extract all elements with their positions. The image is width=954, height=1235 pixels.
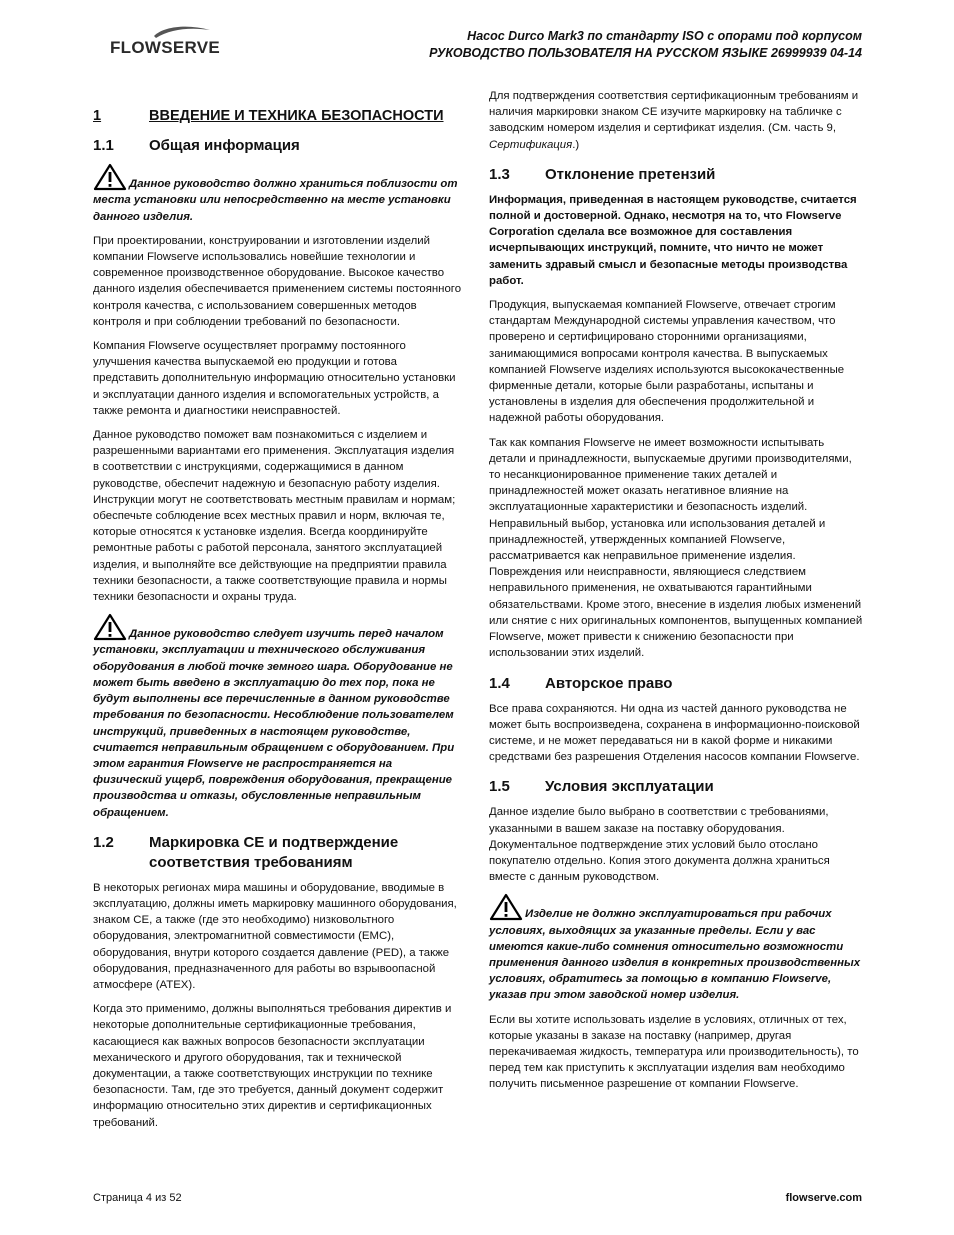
header-line-1: Насос Durco Mark3 по стандарту ISO с опорами под корпусом	[467, 29, 862, 43]
paragraph: Так как компания Flowserve не имеет возможности испытывать детали и принадлежности, выпускаемые другими производителями, то несанкционированное применение таких деталей и принадлежностей может оказать негативное влияние на эксплуатационные характеристики и безопасность изделий. Неправильный выбор, установка или использования деталей и принадлежностей, утвержденных компанией Flowserve, рассматривается как неправильное применение изделия. Повреждения или неисправности, являющиеся следствием неправильного применения, не охватываются гарантийными обязательствами. Кроме этого, внесение в изделия любых изменений или снятие с них оригинальных компонентов, выпущенных компанией Flowserve, может привести к снижению безопасности при использовании этих изделий.	[489, 436, 863, 660]
section-title: Общая информация	[149, 137, 300, 155]
warning-triangle-icon	[489, 893, 523, 921]
section-number: 1.5	[489, 778, 510, 796]
left-column	[93, 90, 463, 1139]
section-number: 1.3	[489, 165, 510, 183]
right-column	[489, 88, 863, 1101]
paragraph: Когда это применимо, должны выполняться требования директив и некоторые дополнительные сертификационные требования, касающиеся как важных вопросов безопасности эксплуатации механического и другого оборудования, так и технической документации, а также соответствующих инструкции по технике безопасности. Там, где это требуется, данный документ содержит информацию относительно этих директив и сертификационных требований.	[93, 1003, 452, 1129]
section-title: Условия эксплуатации	[545, 778, 714, 796]
page-number: Страница 4 из 52	[93, 1192, 182, 1204]
warning-triangle-icon	[93, 613, 127, 641]
paragraph-end: .)	[572, 138, 580, 151]
logo-text: FLOWSERVE	[110, 38, 221, 57]
warning-note	[489, 893, 863, 1003]
paragraph-text: Для подтверждения соответствия сертификационным требованиям и наличия маркировки знаком CE изучите маркировку на табличке с заводским номером изделия и сертификат изделия. (См. часть 9,	[489, 90, 859, 135]
paragraph	[489, 88, 863, 153]
header-line-2: РУКОВОДСТВО ПОЛЬЗОВАТЕЛЯ НА РУССКОМ ЯЗЫКЕ 26999939 04-14	[429, 46, 862, 60]
section-title: ВВЕДЕНИЕ И ТЕХНИКА БЕЗОПАСНОСТИ	[149, 108, 444, 124]
section-number: 1.2	[93, 833, 114, 851]
section-number: 1.1	[93, 137, 114, 155]
paragraph: В некоторых регионах мира машины и оборудование, вводимые в эксплуатацию, должны иметь маркировку машинного оборудования, знаком CE, а также (где это необходимо) низковольтного оборудования, электромагнитной совместимости (EMC), оборудования, внутри которого создается давление (PED), а также оборудования, предназначенного для работы во взрывоопасной атмосфере (ATEX).	[93, 881, 457, 991]
paragraph-italic: Сертификация	[489, 138, 573, 151]
paragraph: Если вы хотите использовать изделие в условиях, отличных от тех, которые указаны в заказе на поставку (например, другая перекачиваемая жидкость, температура или производительность), то перед тем как приступить к эксплуатации изделия вам необходимо получить письменное разрешение от компании Flowserve.	[489, 1013, 859, 1091]
paragraph: При проектировании, конструировании и изготовлении изделий компании Flowserve использовались новейшие технологии и современное производственное оборудование. Высокое качество данного изделия обеспечивается применением системы постоянного контроля качества, с использованием совершенных методов контроля и при соблюдении требований по безопасности.	[93, 234, 462, 328]
section-title: Отклонение претензий	[545, 165, 716, 183]
section-title: Маркировка CE и подтверждение соответствия требованиям	[149, 833, 399, 871]
section-number: 1	[93, 108, 102, 124]
warning-note	[93, 163, 463, 225]
section-1-1-heading	[93, 136, 463, 156]
warning-text: Данное руководство следует изучить перед началом установки, эксплуатации и технического обслуживания оборудования в любой точке земного шара. Оборудование не может быть введено в эксплуатацию до тех пор, пока не будут выполнены все перечисленные в данном руководстве требования по безопасности. Несоблюдение пользователем инструкций, приведенных в настоящем руководстве, считается неправильным обращением с оборудованием. При этом гарантия Flowserve не распространяется на физический ущерб, повреждения оборудования, прекращение производства и отказы, обусловленные неправильным обращением.	[93, 628, 455, 819]
section-1-3-heading	[489, 165, 863, 185]
warning-note	[93, 613, 463, 820]
section-1-heading	[93, 108, 463, 124]
paragraph: Все права сохраняются. Ни одна из частей данного руководства не может быть воспроизведена, сохранена в информационно-поисковой системе, и не может передаваться ни в какой форме и никакими средствами без разрешения Отделения насосов компании Flowserve.	[489, 702, 860, 764]
paragraph: Данное изделие было выбрано в соответствии с требованиями, указанными в вашем заказе на поставку оборудования. Документальное подтверждение этих условий было отослано покупателю отдельно. Копия этого документа должна храниться вместе с данным руководством.	[489, 806, 830, 884]
section-number: 1.4	[489, 674, 510, 692]
section-1-2-heading	[93, 833, 463, 873]
warning-text: Изделие не должно эксплуатироваться при рабочих условиях, выходящих за указанные пределы. Если у вас имеются какие-либо сомнения относительно возможности применения данного изделия в конкретных производственных условиях, обратитесь за помощью в компанию Flowserve, указав при этом заводской номер изделия.	[489, 908, 861, 1002]
paragraph: Компания Flowserve осуществляет программу постоянного улучшения качества выпускаемой ею продукции и готова представить дополнительную информацию относительно установки и эксплуатации данного изделия и вспомогательных устройств, а также ремонта и диагностики неисправностей.	[93, 340, 456, 417]
section-1-5-heading	[489, 777, 863, 797]
paragraph: Данное руководство поможет вам познакомиться с изделием и разрешенными вариантами его применения. Эксплуатация изделия в соответствии с инструкциями, содержащимися в данном руководстве, обеспечит надежную и безопасную работу изделия. Инструкции могут не соответствовать местным правилам и нормам; обеспечьте соблюдение всех местных правил и норм, включая те, которые относятся к установке изделия. Всегда координируйте ремонтные работы с работой персонала, занятого эксплуатацией изделия, и выполняйте все действующие на предприятии правила техники безопасности, а также соответствующие правила и нормы техники безопасности и охраны труда.	[93, 429, 456, 604]
flowserve-logo	[110, 24, 230, 68]
website-link[interactable]: flowserve.com	[785, 1192, 862, 1204]
warning-triangle-icon	[93, 163, 127, 191]
warning-text: Данное руководство должно храниться поблизости от места установки или непосредственно на месте установки данного изделия.	[93, 178, 458, 223]
paragraph: Продукция, выпускаемая компанией Flowserve, отвечает строгим стандартам Международной системы управления качеством, что проверено и сертифицировано сторонними организациями, занимающимися вопросами контроля качества. В выпускаемых компанией Flowserve изделиях используются высококачественные фирменные детали, которые были разработаны, испытаны и установлены в изделия для обеспечения продолжительной и надежной работы оборудования.	[489, 299, 845, 425]
section-1-4-heading	[489, 674, 863, 694]
section-title: Авторское право	[545, 674, 673, 692]
document-header	[429, 28, 862, 62]
bold-paragraph: Информация, приведенная в настоящем руководстве, считается полной и достоверной. Однако, несмотря на то, что Flowserve Corporation сделала все возможное для составления исчерпывающих инструкций, помните, что ничто не может заменить здравый смысл и безопасные методы производства работ.	[489, 193, 857, 287]
